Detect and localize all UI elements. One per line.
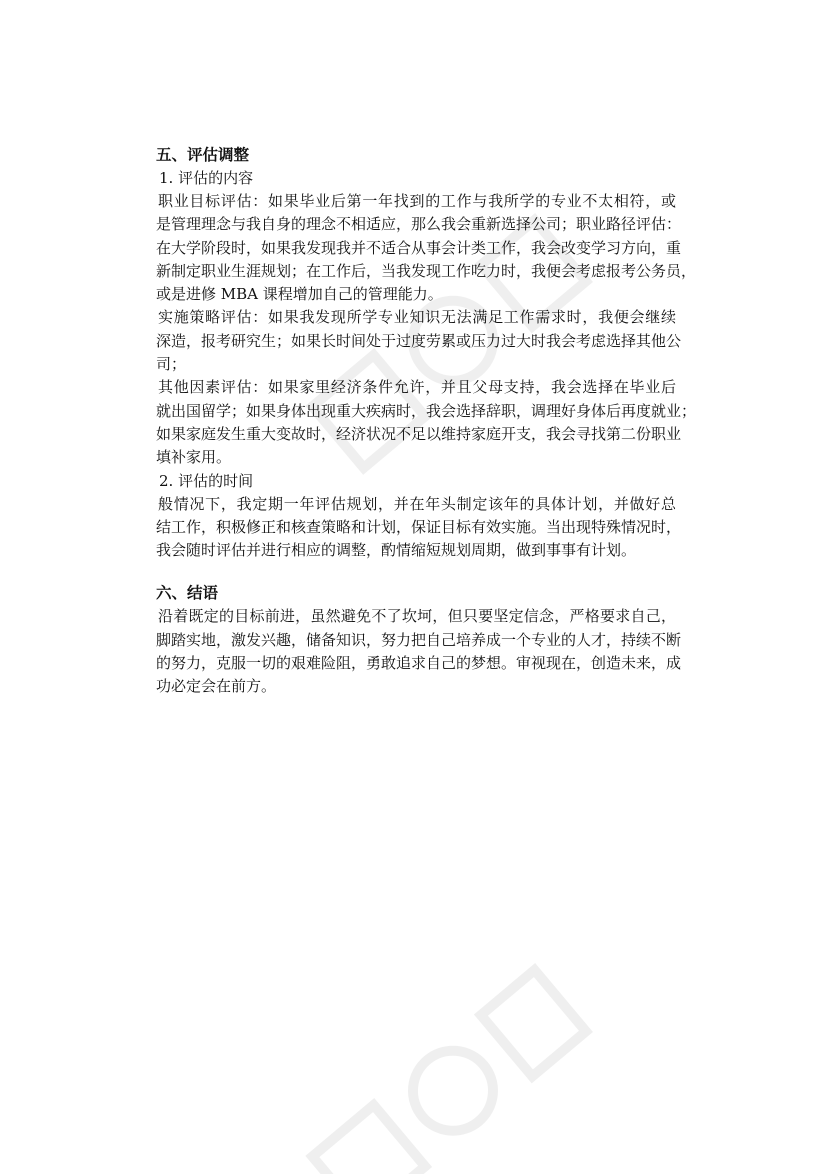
text-line: 填补家用。 [156, 448, 232, 467]
text-line: 其他因素评估：如果家里经济条件允许，并且父母支持，我会选择在毕业后 [158, 378, 676, 397]
paragraph-goal-evaluation [156, 190, 697, 306]
text-line: 功必定会在前方。 [156, 677, 277, 696]
text-line: 深造，报考研究生；如果长时间处于过度劳累或压力过大时我会考虑选择其他公 [156, 331, 682, 350]
text-line: 般情况下，我定期一年评估规划，并在年头制定该年的具体计划，并做好总 [158, 494, 676, 513]
text-line: 如果家庭发生重大变故时，经济状况不足以维持家庭开支，我会寻找第二份职业 [156, 424, 682, 443]
paragraph-other-factors-evaluation [156, 376, 697, 469]
paragraph-evaluation-timing [156, 493, 682, 563]
paragraph-conclusion [156, 605, 682, 698]
paragraph-strategy-evaluation [156, 306, 682, 376]
text-line: 或是进修 MBA 课程增加自己的管理能力。 [156, 285, 443, 304]
subheading-evaluation-content: 1. 评估的内容 [159, 169, 254, 187]
text-line: 在大学阶段时，如果我发现我并不适合从事会计类工作，我会改变学习方向，重 [156, 238, 682, 257]
text-line: 是管理理念与我自身的理念不相适应，那么我会重新选择公司；职业路径评估： [156, 215, 682, 234]
text-line: 结工作，积极修正和核查策略和计划，保证目标有效实施。当出现特殊情况时， [156, 517, 682, 536]
text-line: 我会随时评估并进行相应的调整，酌情缩短规划周期，做到事事有计划。 [156, 541, 637, 560]
text-line: 沿着既定的目标前进，虽然避免不了坎坷，但只要坚定信念，严格要求自己， [158, 607, 676, 626]
text-line: 新制定职业生涯规划；在工作后，当我发现工作吃力时，我便会考虑报考公务员， [156, 261, 697, 280]
text-line: 实施策略评估：如果我发现所学专业知识无法满足工作需求时，我便会继续 [158, 308, 676, 327]
text-line: 司； [156, 355, 187, 374]
section-spacer [156, 562, 676, 582]
text-line: 的努力，克服一切的艰难险阻，勇敢追求自己的梦想。审视现在，创造未来，成 [156, 654, 682, 673]
text-line: 脚踏实地，激发兴趣，储备知识，努力把自己培养成一个专业的人才，持续不断 [156, 630, 682, 649]
section-heading-conclusion: 六、结语 [156, 584, 219, 603]
text-line: 就出国留学；如果身体出现重大疾病时，我会选择辞职，调理好身体后再度就业； [156, 401, 697, 420]
document-body [156, 144, 697, 699]
section-heading-evaluation: 五、评估调整 [156, 146, 250, 164]
text-line: 职业目标评估：如果毕业后第一年找到的工作与我所学的专业不太相符，或 [158, 192, 676, 210]
subheading-evaluation-timing: 2. 评估的时间 [159, 471, 254, 490]
